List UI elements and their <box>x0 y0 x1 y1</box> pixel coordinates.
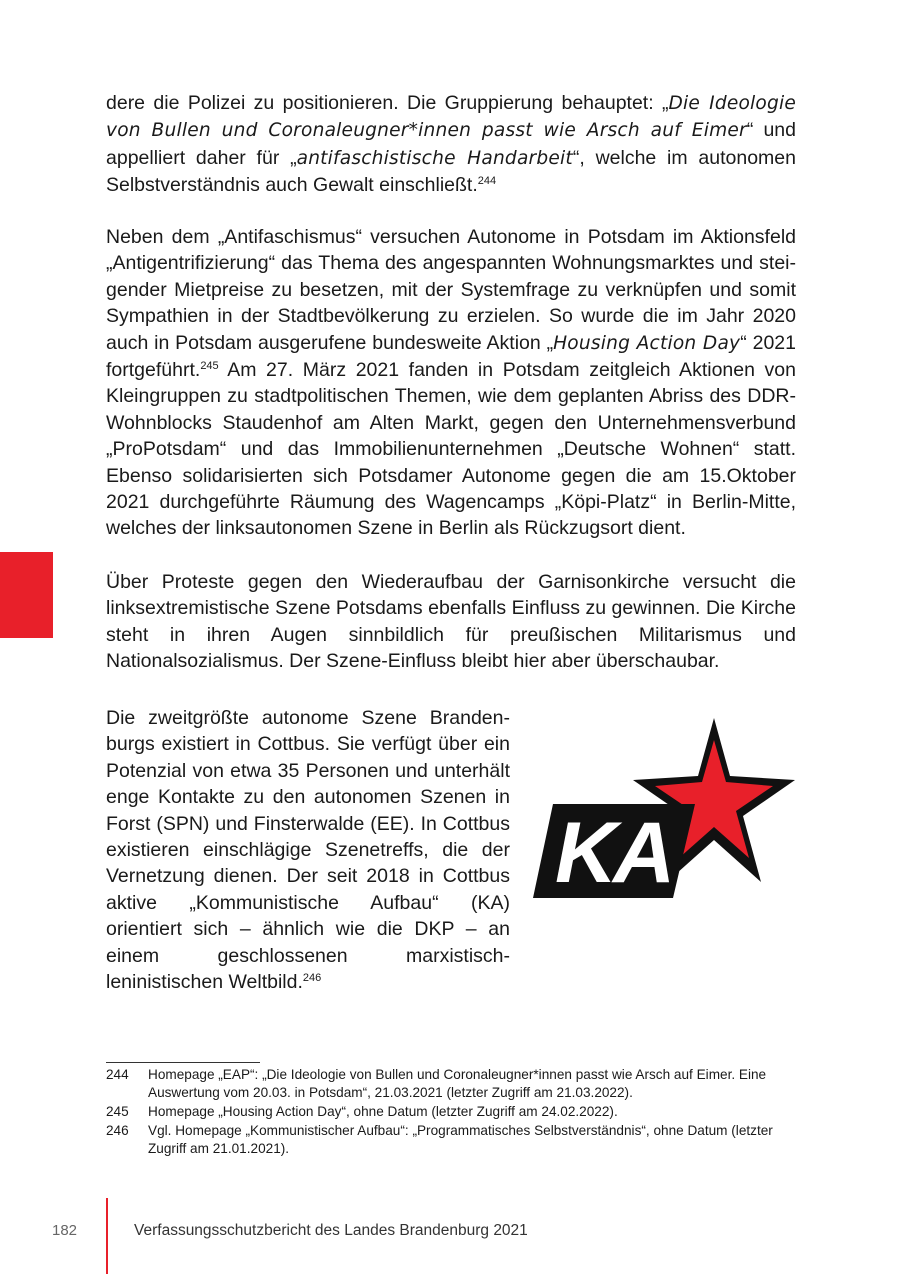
footnote-245 <box>106 1103 806 1121</box>
footnote-246 <box>106 1122 806 1158</box>
footnote-number: 244 <box>106 1067 129 1082</box>
chapter-marker-tab <box>0 552 53 638</box>
paragraph-garnisonkirche: Über Proteste gegen den Wiederaufbau der Garnisonkirche versucht die linksextremistische Szene Potsdams ebenfalls Einfluss zu gewinnen. Die Kirche steht in ihren Augen sinnbildlich für preußischen Militarismus und Nationalsozialismus. Der Szene-Einfluss bleibt hier aber überschaubar. <box>106 571 796 673</box>
ka-logo-text: KA <box>555 805 672 901</box>
p2-text-2: “ 2021 fortgeführt. <box>106 331 796 382</box>
footnote-ref-245[interactable]: 245 <box>200 360 219 373</box>
footnote-ref-246[interactable]: 246 <box>302 972 322 985</box>
footnote-number: 246 <box>106 1123 129 1138</box>
ka-logo <box>533 712 797 917</box>
p1-text-3: “, welche im autonomen Selbstverständnis auch Gewalt einschließt. <box>106 146 796 197</box>
footnote-244 <box>106 1066 806 1102</box>
p2-text-3: Am 27. März 2021 fanden in Potsdam zeitgleich Aktionen von Kleingruppen zu stadtpolitischen Themen, wie dem geplanten Abriss des DDR-Wohnblocks Staudenhof am Alten Markt, gegen den Unternehmensverbund „ProPotsdam“ und das Immobilienunternehmen „Deutsche Wohnen“ statt. Ebenso solidarisierten sich Potsdamer Autonome gegen die am 15.Oktober 2021 durchgeführte Räumung des Wagencamps „Köpi-Platz“ in Berlin-Mitte, welches der linksautonomen Szene in Berlin als Rückzugsort dient. <box>106 359 796 540</box>
footnote-text: Homepage „Housing Action Day“, ohne Datum (letzter Zugriff am 24.02.2022). <box>148 1104 618 1119</box>
p1-quote-ideology: Die Ideologie von Bullen und Coronaleugner*innen passt wie Arsch auf Eimer <box>106 93 796 142</box>
footnote-text: Vgl. Homepage „Kommunistischer Aufbau“: „Programmatisches Selbstverständnis“, ohne Datum (letzter Zugriff am 21.01.2021). <box>148 1123 773 1156</box>
footnotes <box>106 1066 806 1159</box>
p4-text: Die zweitgrößte autonome Szene Brandenburgs existiert in Cottbus. Sie verfügt über ein Potenzial von etwa 35 Personen und unterhält enge Kontakte zu den autonomen Szenen in Forst (SPN) und Finsterwalde (EE). In Cottbus existieren einschlägige Szenetreffs, die der Vernetzung dienen. Der seit 2018 in Cottbus aktive „Kommunistische Aufbau“ (KA) orientiert sich – ähnlich wie die DKP – an einem geschlossenen marxistisch-leninistischen Weltbild. <box>106 707 510 994</box>
footnote-number: 245 <box>106 1104 129 1119</box>
page-number: 182 <box>52 1222 78 1239</box>
footnote-separator <box>106 1062 260 1063</box>
ka-logo-graphic <box>533 712 797 917</box>
paragraph-eap-statement <box>106 90 796 199</box>
p2-housing-action-day: Housing Action Day <box>553 332 741 354</box>
footnote-ref-244[interactable]: 244 <box>477 175 497 188</box>
footer-divider <box>106 1198 108 1274</box>
p1-text-2: “ und appelliert daher für „ <box>106 119 796 169</box>
p1-quote-handarbeit: antifaschistische Handarbeit <box>296 147 573 169</box>
p1-text-1: dere die Polizei zu positionieren. Die Gruppierung behauptet: „ <box>106 92 669 114</box>
paragraph-cottbus <box>106 705 510 995</box>
p2-text-1: Neben dem „Antifaschismus“ versuchen Autonome in Potsdam im Aktionsfeld „Antigentrifizierung“ das Thema des angespannten Wohnungsmarktes und steigender Mietpreise zu besetzen, mit der Systemfrage zu verknüpfen und somit Sympathien in der Stadtbevölkerung zu erzielen. So wurde die im Jahr 2020 auch in Potsdam ausgerufene bundesweite Aktion „ <box>106 226 796 354</box>
paragraph-antigentrification <box>106 224 796 542</box>
footer-title: Verfassungsschutzbericht des Landes Brandenburg 2021 <box>134 1222 528 1239</box>
footnote-text: Homepage „EAP“: „Die Ideologie von Bullen und Coronaleugner*innen passt wie Arsch auf Eimer. Eine Auswertung vom 20.03. in Potsdam“, 21.03.2021 (letzter Zugriff am 21.03.2022). <box>148 1067 767 1100</box>
